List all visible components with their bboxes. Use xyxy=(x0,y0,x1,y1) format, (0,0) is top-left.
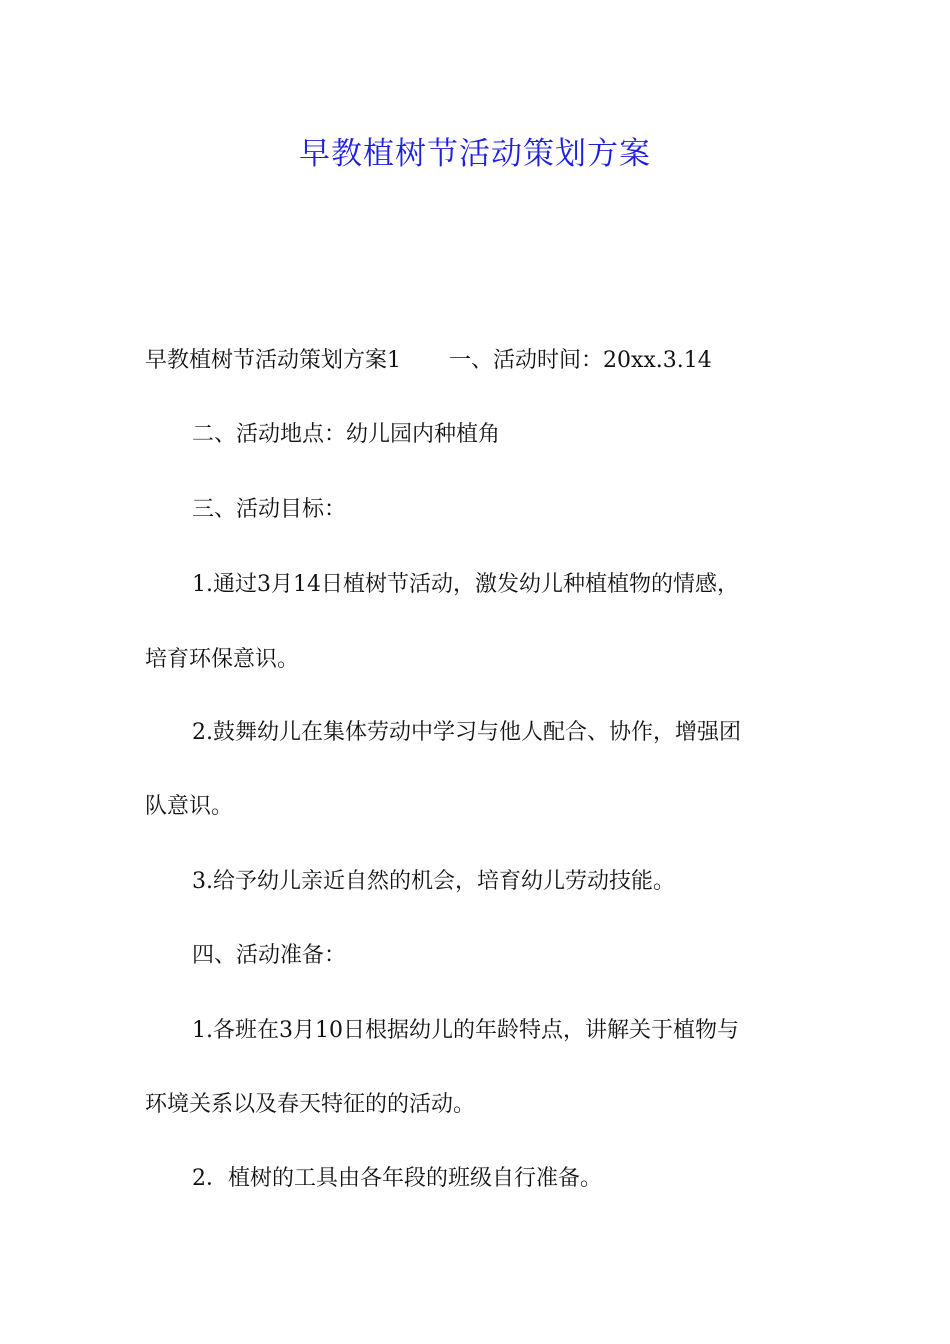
paragraph-line xyxy=(145,341,712,381)
paragraph-line: 三、活动目标： xyxy=(192,497,347,522)
paragraph-line: 1.各班在3月10日根据幼儿的年龄特点，讲解关于植物与 xyxy=(192,1018,739,1043)
paragraph-line: 2．植树的工具由各年段的班级自行准备。 xyxy=(192,1166,602,1191)
paragraph-line: 3.给予幼儿亲近自然的机会，培育幼儿劳动技能。 xyxy=(192,869,675,894)
heading-text: 早教植树节活动策划方案1 xyxy=(145,348,401,373)
activity-time-text: 一、活动时间：20xx.3.14 xyxy=(449,348,712,373)
paragraph-line: 环境关系以及春天特征的的活动。 xyxy=(145,1092,476,1117)
paragraph-line: 队意识。 xyxy=(145,794,234,819)
paragraph-line: 2.鼓舞幼儿在集体劳动中学习与他人配合、协作，增强团 xyxy=(192,720,741,745)
paragraph-line: 四、活动准备： xyxy=(192,943,347,968)
paragraph-line: 1.通过3月14日植树节活动，激发幼儿种植植物的情感， xyxy=(192,572,739,597)
paragraph-line: 培育环保意识。 xyxy=(145,647,300,672)
paragraph-line: 二、活动地点：幼儿园内种植角 xyxy=(192,422,501,447)
document-title: 早教植树节活动策划方案 xyxy=(299,136,651,172)
